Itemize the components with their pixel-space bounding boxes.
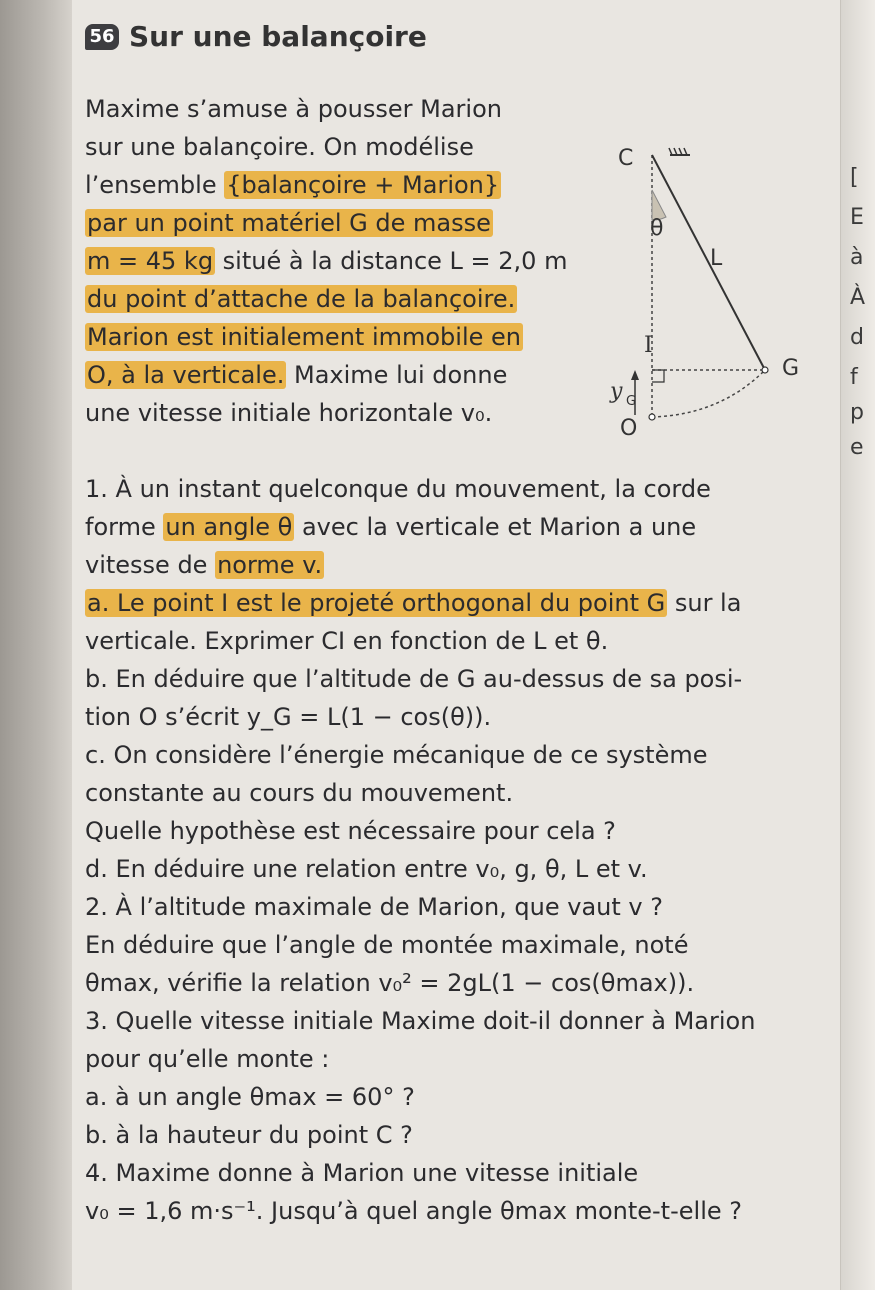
- rope-line: [652, 155, 765, 370]
- edge-letter: À: [850, 285, 866, 310]
- question-1a-line: verticale. Exprimer CI en fonction de L et θ.: [85, 627, 609, 655]
- highlighted-text: m = 45 kg: [87, 247, 214, 275]
- question-1b-line: b. En déduire que l’altitude de G au-dessus de sa posi-: [85, 665, 743, 693]
- swing-diagram: [590, 130, 840, 460]
- intro-line: Maxime s’amuse à pousser Marion: [85, 95, 502, 123]
- question-1c-line: constante au cours du mouvement.: [85, 779, 514, 807]
- intro-paragraph: [85, 90, 585, 432]
- question-2-line: θmax, vérifie la relation v₀² = 2gL(1 − cos(θmax)).: [85, 969, 695, 997]
- intro-line: sur une balançoire. On modélise: [85, 133, 474, 161]
- edge-letter: E: [850, 205, 864, 230]
- edge-letter: d: [850, 325, 864, 350]
- ceiling-hatching: [669, 148, 690, 155]
- edge-letter: f: [850, 365, 858, 390]
- exercise-title: Sur une balançoire: [129, 20, 427, 53]
- label-theta: θ: [650, 216, 664, 241]
- point-g: [762, 367, 768, 373]
- intro-line: [85, 280, 585, 318]
- question-1-line: vitesse de norme v.: [85, 551, 323, 579]
- exercise-number-badge: 56: [85, 24, 119, 50]
- question-2-line: En déduire que l’angle de montée maximale, noté: [85, 931, 689, 959]
- edge-letter: à: [850, 245, 864, 270]
- question-3-line: 3. Quelle vitesse initiale Maxime doit-il donner à Marion: [85, 1007, 756, 1035]
- exercise-header: [85, 20, 427, 53]
- question-1c-line: c. On considère l’énergie mécanique de ce système: [85, 741, 708, 769]
- edge-letter: p: [850, 400, 864, 425]
- highlighted-text: norme v.: [217, 551, 323, 579]
- label-l: L: [710, 246, 723, 271]
- question-1a-line: a. Le point I est le projeté orthogonal du point G sur la: [87, 589, 742, 617]
- highlighted-text: du point d’attache de la balançoire.: [87, 285, 516, 313]
- question-1-line: forme un angle θ avec la verticale et Marion a une: [85, 513, 697, 541]
- highlighted-text: {balançoire + Marion}: [226, 171, 500, 199]
- label-yg-subscript: G: [626, 394, 637, 409]
- question-1-line: 1. À un instant quelconque du mouvement, la corde: [85, 475, 711, 503]
- highlighted-text: a. Le point I est le projeté orthogonal du point G: [87, 589, 666, 617]
- label-g: G: [782, 356, 800, 381]
- question-3a-line: a. à un angle θmax = 60° ?: [85, 1083, 415, 1111]
- highlighted-text: par un point matériel G de masse: [87, 209, 491, 237]
- right-angle-mark: [652, 370, 664, 382]
- highlighted-text: O, à la verticale.: [87, 361, 285, 389]
- adjacent-page-edge: [840, 0, 875, 1290]
- trajectory-arc: [652, 370, 765, 417]
- edge-letter: e: [850, 435, 864, 460]
- page-gutter-shadow: [0, 0, 72, 1290]
- intro-line: O, à la verticale. Maxime lui donne: [87, 361, 508, 389]
- question-1d-line: d. En déduire une relation entre v₀, g, θ, L et v.: [85, 855, 648, 883]
- yg-arrow-head: [631, 370, 639, 380]
- highlighted-text: Marion est initialement immobile en: [87, 323, 521, 351]
- point-o: [649, 414, 655, 420]
- label-yg: y: [610, 379, 623, 404]
- edge-letter: [: [850, 165, 859, 190]
- intro-line: [85, 318, 585, 356]
- label-i: I: [644, 333, 653, 358]
- highlighted-text: un angle θ: [165, 513, 293, 541]
- intro-line: m = 45 kg situé à la distance L = 2,0 m: [87, 247, 568, 275]
- question-4-line: 4. Maxime donne à Marion une vitesse initiale: [85, 1159, 639, 1187]
- intro-line: l’ensemble {balançoire + Marion}: [85, 171, 500, 199]
- question-3b-line: b. à la hauteur du point C ?: [85, 1121, 413, 1149]
- label-o: O: [620, 416, 638, 441]
- intro-line: [85, 204, 585, 242]
- questions-block: [85, 470, 830, 1230]
- question-3-line: pour qu’elle monte :: [85, 1045, 330, 1073]
- question-1c-line: Quelle hypothèse est nécessaire pour cela ?: [85, 817, 616, 845]
- label-c: C: [618, 146, 634, 171]
- question-1b-line: tion O s’écrit y_G = L(1 − cos(θ)).: [85, 703, 492, 731]
- question-4-line: v₀ = 1,6 m·s⁻¹. Jusqu’à quel angle θmax monte-t-elle ?: [85, 1197, 742, 1225]
- intro-line: une vitesse initiale horizontale v₀.: [85, 399, 493, 427]
- question-2-line: 2. À l’altitude maximale de Marion, que vaut v ?: [85, 893, 663, 921]
